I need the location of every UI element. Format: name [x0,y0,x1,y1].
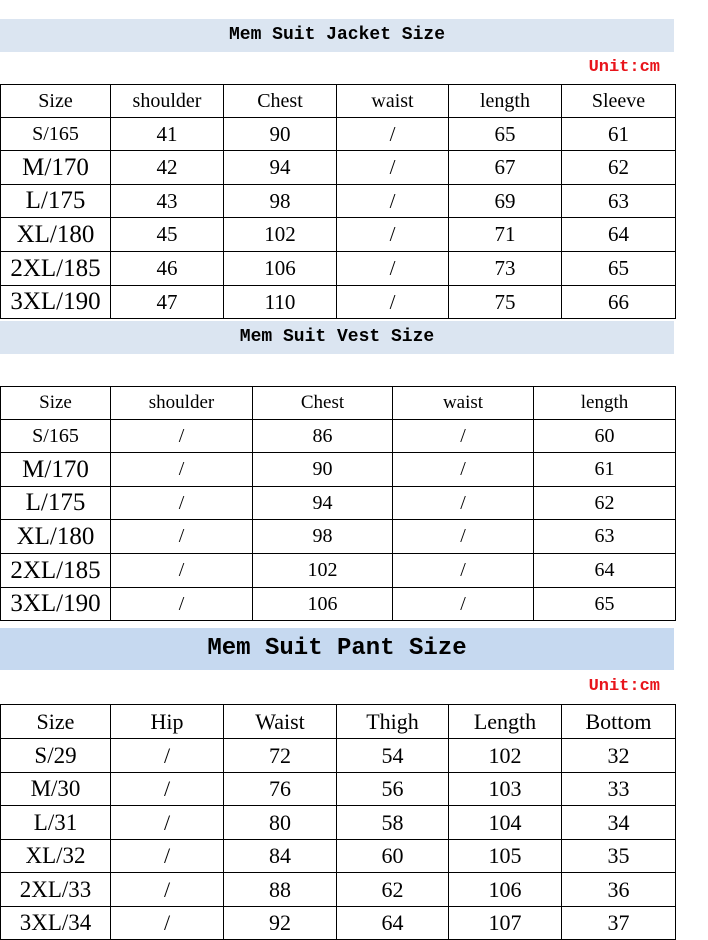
pant-size-cell: M/30 [1,773,111,806]
pant-size-table [0,704,676,940]
vest-table-row [1,588,676,621]
pant-header-cell: Length [449,705,562,739]
pant-table-row [1,806,676,840]
jacket-value-cell: 42 [111,151,224,185]
vest-size-table [0,386,676,621]
jacket-value-cell: 90 [224,118,337,151]
vest-value-cell: / [111,588,253,621]
jacket-table-row [1,252,676,286]
jacket-table-row [1,118,676,151]
pant-value-cell: 80 [224,806,337,840]
jacket-value-cell: / [337,286,449,319]
jacket-value-cell: / [337,252,449,286]
vest-value-cell: 64 [534,554,676,588]
jacket-size-cell: M/170 [1,151,111,185]
jacket-value-cell: 65 [562,252,676,286]
vest-size-cell: L/175 [1,487,111,520]
vest-value-cell: 98 [253,520,393,554]
pant-header-row [1,705,676,739]
jacket-value-cell: 106 [224,252,337,286]
vest-value-cell: / [111,554,253,588]
jacket-table-row [1,151,676,185]
pant-value-cell: / [111,806,224,840]
pant-value-cell: / [111,773,224,806]
pant-value-cell: 106 [449,873,562,907]
jacket-value-cell: 45 [111,218,224,252]
pant-table-row [1,840,676,873]
jacket-value-cell: 71 [449,218,562,252]
jacket-header-cell: length [449,85,562,118]
vest-table-row [1,554,676,588]
vest-value-cell: / [393,588,534,621]
vest-value-cell: 60 [534,420,676,453]
vest-table-row [1,487,676,520]
jacket-size-cell: 3XL/190 [1,286,111,319]
pant-size-cell: S/29 [1,739,111,773]
pant-value-cell: 54 [337,739,449,773]
pant-value-cell: 35 [562,840,676,873]
jacket-value-cell: / [337,151,449,185]
pant-size-cell: 3XL/34 [1,907,111,940]
vest-table-row [1,420,676,453]
vest-value-cell: 106 [253,588,393,621]
pant-size-cell: XL/32 [1,840,111,873]
vest-size-cell: XL/180 [1,520,111,554]
jacket-value-cell: 75 [449,286,562,319]
pant-value-cell: 32 [562,739,676,773]
vest-value-cell: / [393,554,534,588]
jacket-value-cell: 98 [224,185,337,218]
vest-value-cell: / [393,487,534,520]
pant-header-cell: Waist [224,705,337,739]
jacket-value-cell: 94 [224,151,337,185]
jacket-header-cell: Size [1,85,111,118]
jacket-value-cell: 62 [562,151,676,185]
pant-header-cell: Thigh [337,705,449,739]
jacket-header-cell: waist [337,85,449,118]
pant-header-cell: Bottom [562,705,676,739]
vest-value-cell: 62 [534,487,676,520]
pant-value-cell: 62 [337,873,449,907]
jacket-value-cell: 65 [449,118,562,151]
jacket-header-cell: Chest [224,85,337,118]
jacket-value-cell: 41 [111,118,224,151]
pant-value-cell: 56 [337,773,449,806]
jacket-value-cell: 102 [224,218,337,252]
pant-value-cell: 34 [562,806,676,840]
pant-value-cell: 36 [562,873,676,907]
vest-header-cell: Size [1,387,111,420]
jacket-value-cell: 63 [562,185,676,218]
pant-value-cell: 58 [337,806,449,840]
jacket-value-cell: / [337,218,449,252]
jacket-value-cell: 66 [562,286,676,319]
vest-size-cell: 2XL/185 [1,554,111,588]
vest-title: Mem Suit Vest Size [239,327,435,347]
pant-value-cell: 72 [224,739,337,773]
vest-value-cell: 94 [253,487,393,520]
pant-value-cell: 92 [224,907,337,940]
pant-header-cell: Size [1,705,111,739]
vest-value-cell: / [111,453,253,487]
pant-value-cell: 88 [224,873,337,907]
pant-value-cell: 37 [562,907,676,940]
jacket-value-cell: 73 [449,252,562,286]
jacket-value-cell: 67 [449,151,562,185]
pant-value-cell: 64 [337,907,449,940]
vest-value-cell: / [393,420,534,453]
pant-table-row [1,739,676,773]
jacket-title-banner [0,19,674,52]
vest-header-cell: Chest [253,387,393,420]
pant-value-cell: 103 [449,773,562,806]
jacket-unit-label: Unit:cm [588,58,660,77]
jacket-size-cell: S/165 [1,118,111,151]
jacket-value-cell: 46 [111,252,224,286]
pant-value-cell: / [111,907,224,940]
jacket-header-cell: shoulder [111,85,224,118]
pant-value-cell: 107 [449,907,562,940]
pant-value-cell: / [111,873,224,907]
jacket-value-cell: 61 [562,118,676,151]
vest-value-cell: 102 [253,554,393,588]
vest-value-cell: 65 [534,588,676,621]
vest-value-cell: / [393,453,534,487]
vest-value-cell: / [111,520,253,554]
jacket-size-cell: L/175 [1,185,111,218]
pant-header-cell: Hip [111,705,224,739]
pant-value-cell: 102 [449,739,562,773]
pant-value-cell: 60 [337,840,449,873]
jacket-value-cell: 47 [111,286,224,319]
pant-table-row [1,773,676,806]
jacket-title: Mem Suit Jacket Size [228,25,446,45]
vest-table-row [1,520,676,554]
pant-size-cell: L/31 [1,806,111,840]
jacket-value-cell: 64 [562,218,676,252]
jacket-value-cell: 43 [111,185,224,218]
pant-table-row [1,907,676,940]
pant-table-row [1,873,676,907]
pant-title-banner [0,628,674,670]
pant-value-cell: / [111,840,224,873]
pant-unit-label: Unit:cm [588,677,660,696]
vest-value-cell: 90 [253,453,393,487]
vest-header-row [1,387,676,420]
jacket-size-cell: 2XL/185 [1,252,111,286]
pant-value-cell: 104 [449,806,562,840]
vest-table-row [1,453,676,487]
pant-value-cell: 105 [449,840,562,873]
vest-value-cell: 63 [534,520,676,554]
vest-header-cell: waist [393,387,534,420]
jacket-table-row [1,218,676,252]
jacket-table-row [1,185,676,218]
jacket-size-table [0,84,676,319]
pant-title: Mem Suit Pant Size [207,635,467,662]
vest-value-cell: 61 [534,453,676,487]
pant-size-cell: 2XL/33 [1,873,111,907]
jacket-header-cell: Sleeve [562,85,676,118]
pant-value-cell: 84 [224,840,337,873]
pant-value-cell: / [111,739,224,773]
vest-size-cell: 3XL/190 [1,588,111,621]
jacket-size-cell: XL/180 [1,218,111,252]
vest-header-cell: length [534,387,676,420]
jacket-value-cell: / [337,118,449,151]
vest-title-banner [0,321,674,354]
jacket-value-cell: / [337,185,449,218]
jacket-value-cell: 69 [449,185,562,218]
vest-value-cell: 86 [253,420,393,453]
jacket-value-cell: 110 [224,286,337,319]
vest-value-cell: / [393,520,534,554]
jacket-table-row [1,286,676,319]
pant-value-cell: 33 [562,773,676,806]
vest-value-cell: / [111,420,253,453]
vest-header-cell: shoulder [111,387,253,420]
jacket-header-row [1,85,676,118]
vest-size-cell: M/170 [1,453,111,487]
vest-size-cell: S/165 [1,420,111,453]
pant-value-cell: 76 [224,773,337,806]
vest-value-cell: / [111,487,253,520]
